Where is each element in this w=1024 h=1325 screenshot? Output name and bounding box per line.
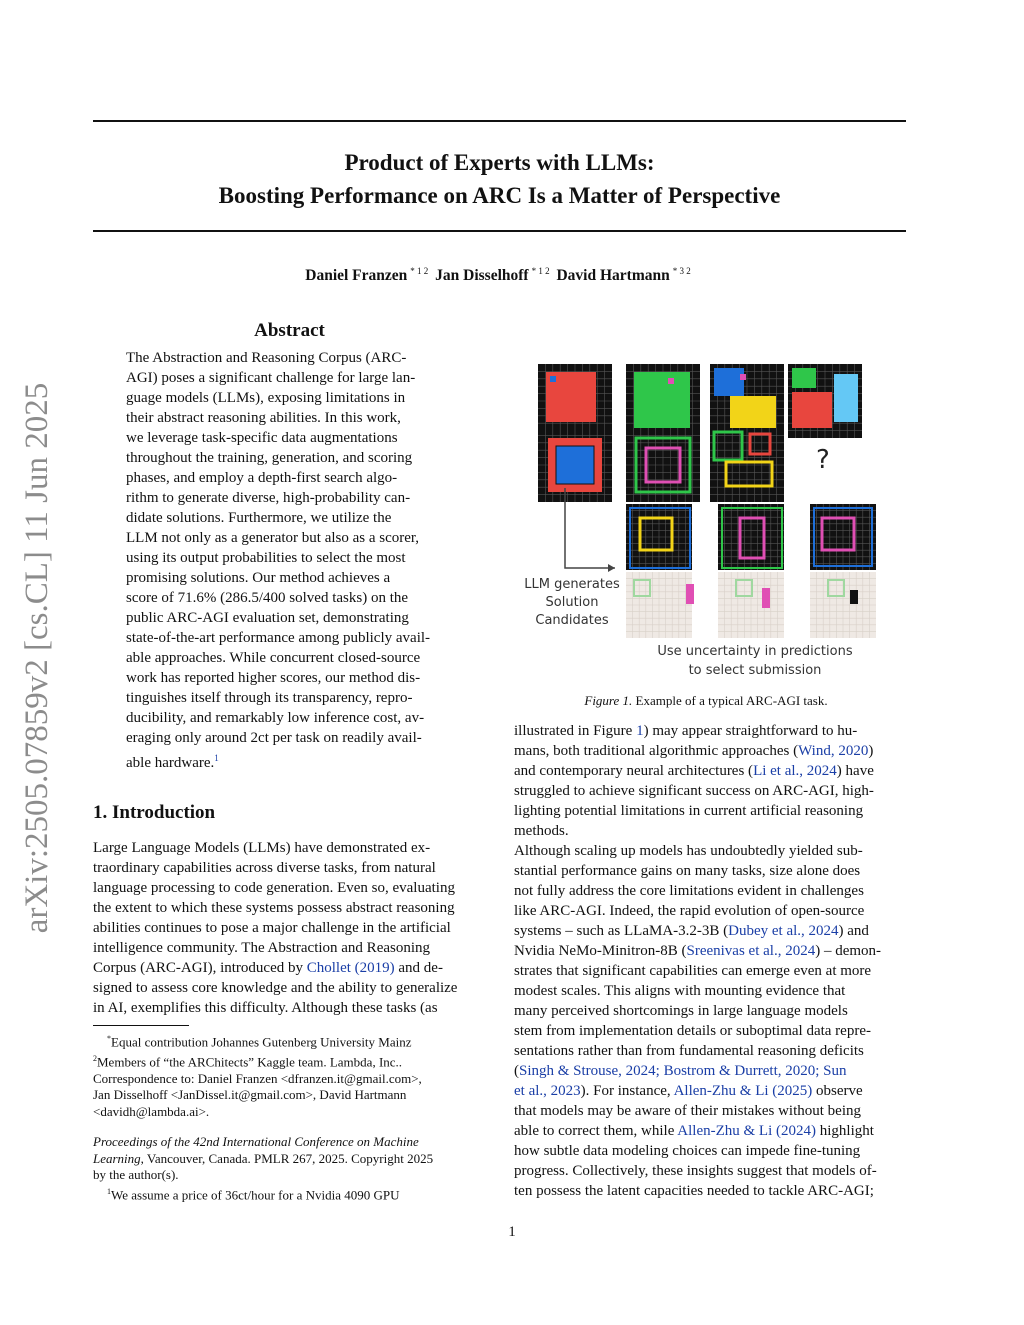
text-line: sentations rather than from fundamental reasoning deficits [514, 1043, 864, 1059]
text-line: many perceived shortcomings in large language models [514, 1003, 848, 1019]
proceedings-line: Proceedings of the 42nd International Conference on Machine [93, 1134, 419, 1150]
text-line: state-of-the-art performance among publicly avail- [126, 630, 431, 646]
proceedings-line: by the author(s). [93, 1167, 179, 1183]
text-line: rithm to generate diverse, high-probability can- [126, 490, 411, 506]
grid-shape [686, 584, 694, 604]
text-line: promising solutions. Our method achieves a [126, 570, 391, 586]
grid-shape [834, 374, 858, 422]
citation-link[interactable]: Sreenivas et al., 2024 [686, 943, 816, 959]
title-line-1: Product of Experts with LLMs: [344, 150, 655, 175]
text-line: throughout the training, generation, and scoring [126, 450, 413, 466]
text-line: score of 71.6% (286.5/400 solved tasks) on the [126, 590, 409, 606]
text-line: mans, both traditional algorithmic approaches (Wind, 2020) [514, 743, 874, 759]
text-line: Nvidia NeMo-Minitron-8B (Sreenivas et al., 2024) – demon- [514, 943, 882, 959]
right-column [514, 721, 906, 1201]
footnote-line: *Equal contribution Johannes Gutenberg University Mainz [107, 1034, 412, 1050]
grid-shape [634, 372, 690, 428]
footnotes [93, 1031, 485, 1203]
footnote-rule [93, 1025, 189, 1026]
arc-task-figure [510, 358, 906, 688]
text-line: modest scales. This aligns with mounting evidence that [514, 983, 846, 999]
title-bottom-rule [93, 230, 906, 232]
grid-shape [792, 392, 832, 428]
text-line: tinguishes itself through its transparency, repro- [126, 690, 413, 706]
text-line: et al., 2023). For instance, Allen-Zhu & Li (2025) observe [514, 1083, 863, 1099]
text-line: LLM not only as a generator but also as a scorer, [126, 530, 420, 546]
author-affil: * 1 2 [531, 266, 550, 276]
figure-label: Use uncertainty in predictions [657, 644, 853, 659]
text-line: The Abstraction and Reasoning Corpus (ARC- [126, 350, 407, 366]
text-line: like ARC-AGI. Indeed, the rapid evolution of open-source [514, 903, 865, 919]
grid-shape [550, 376, 556, 382]
text-line: phases, and employ a depth-first search algo- [126, 470, 398, 486]
author-name: Jan Disselhoff [435, 267, 529, 285]
text-line: eraging only around 2ct per task on readily avail- [126, 730, 422, 746]
text-line: how subtle data modeling choices can impede fine-tuning [514, 1143, 861, 1159]
text-line: progress. Collectively, these insights suggest that models of- [514, 1163, 877, 1179]
text-line: we leverage task-specific data augmentations [126, 430, 398, 446]
author-affil: * 1 2 [410, 266, 429, 276]
page-number: 1 [508, 1224, 516, 1240]
author-name: David Hartmann [556, 267, 670, 285]
grid-shape [762, 588, 770, 608]
text-line: stantial performance gains on many tasks, size alone does [514, 863, 861, 879]
grid-shape [556, 446, 594, 484]
footnote-link[interactable]: 1 [214, 753, 219, 763]
grid-shape [850, 590, 858, 604]
footnote-1: $^1$We assume a price of 36ct/hour for a Nvidia 4090 GPU [107, 1186, 400, 1202]
text-line: the extent to which these systems possess abstract reasoning [93, 900, 455, 916]
text-line: able approaches. While concurrent closed-source [126, 650, 421, 666]
grid-shape [740, 374, 746, 380]
text-line: in AI, exemplifies this difficulty. Although these tasks (as [93, 1000, 438, 1016]
arxiv-stamp: arXiv:2505.07859v2 [cs.CL] 11 Jun 2025 [19, 382, 55, 934]
author-name: Daniel Franzen [305, 267, 408, 285]
text-line: not fully address the core limitations evident in challenges [514, 883, 864, 899]
text-line: abilities continues to pose a major challenge in the artificial [93, 920, 451, 936]
text-line: Corpus (ARC-AGI), introduced by Chollet (2019) and de- [93, 960, 443, 976]
citation-link[interactable]: Allen-Zhu & Li (2025) [673, 1083, 813, 1099]
footnote-line: Jan Disselhoff <JanDissel.it@gmail.com>, David Hartmann [93, 1087, 407, 1103]
citation-link[interactable]: Allen-Zhu & Li (2024) [677, 1123, 817, 1139]
figure-label: Candidates [535, 613, 609, 628]
text-line: illustrated in Figure 1) may appear straightforward to hu- [514, 723, 858, 739]
citation-link[interactable]: Wind, 2020 [798, 743, 869, 759]
title-line-2: Boosting Performance on ARC Is a Matter of Perspective [218, 183, 781, 208]
citation-link[interactable]: Dubey et al., 2024 [728, 923, 839, 939]
text-line: public ARC-AGI evaluation set, demonstrating [126, 610, 409, 626]
footnote-line: Correspondence to: Daniel Franzen <dfranzen.it@gmail.com>, [93, 1070, 422, 1086]
footnote-line: <davidh@lambda.ai>. [93, 1103, 210, 1119]
text-line: work has reported higher scores, our method dis- [126, 670, 421, 686]
grid-shape [792, 368, 816, 388]
title-top-rule [93, 120, 906, 122]
text-line: ducibility, and remarkably low inference cost, av- [126, 710, 425, 726]
figure-label: Solution [545, 595, 599, 610]
grid-shape [668, 378, 674, 384]
text-line: signed to assess core knowledge and the ability to generalize [93, 980, 458, 996]
text-line: AGI) poses a significant challenge for large lan- [126, 370, 416, 386]
text-line: didate solutions. Furthermore, we utilize the [126, 510, 392, 526]
text-line: systems – such as LLaMA-3.2-3B (Dubey et al., 2024) and [514, 923, 869, 939]
text-line: strates that significant capabilities can emerge even at more [514, 963, 872, 979]
paper-title [93, 146, 906, 212]
text-line: stem from implementation details or suboptimal data repre- [514, 1023, 871, 1039]
text-line: lighting potential limitations in current artificial reasoning [514, 803, 864, 819]
text-line: ten possess the latent capacities needed to tackle ARC-AGI; [514, 1183, 874, 1199]
text-line: language processing to code generation. Even so, evaluating [93, 880, 455, 896]
text-line: able to correct them, while Allen-Zhu & Li (2024) highlight [514, 1123, 874, 1139]
proceedings-line: Learning, Vancouver, Canada. PMLR 267, 2025. Copyright 2025 [93, 1150, 434, 1166]
text-line: struggled to achieve significant success on ARC-AGI, high- [514, 783, 874, 799]
author-list [93, 266, 906, 285]
footnote-line: $^2$Members of “the ARChitects” Kaggle team. Lambda, Inc.. [93, 1053, 403, 1070]
grid-shape [730, 396, 776, 428]
citation-link[interactable]: Singh & Strouse, 2024; Bostrom & Durrett, 2020; Sun [519, 1063, 847, 1079]
text-line: traordinary capabilities across diverse tasks, from natural [93, 860, 436, 876]
text-line: Large Language Models (LLMs) have demonstrated ex- [93, 840, 431, 856]
citation-link[interactable]: et al., 2023 [514, 1083, 581, 1099]
abstract-heading: Abstract [254, 320, 325, 341]
intro-heading: 1. Introduction [93, 802, 216, 823]
figure-label: LLM generates [524, 577, 620, 592]
text-line: that models may be aware of their mistakes without being [514, 1103, 861, 1119]
citation-link[interactable]: Chollet (2019) [306, 960, 395, 976]
figure-label: to select submission [688, 663, 822, 678]
intro-paragraph [93, 838, 485, 1018]
text-line: intelligence community. The Abstraction and Reasoning [93, 940, 431, 956]
abstract-body [126, 348, 453, 773]
text-line: (Singh & Strouse, 2024; Bostrom & Durrett, 2020; Sun [514, 1063, 847, 1079]
text-line: their abstract reasoning abilities. In this work, [126, 410, 401, 426]
figure-caption: Figure 1. Example of a typical ARC-AGI task. [584, 693, 828, 708]
arrow-head [608, 564, 615, 572]
text-line: using its output probabilities to select the most [126, 550, 406, 566]
text-line: guage models (LLMs), exposing limitations in [126, 390, 406, 406]
text-line: and contemporary neural architectures (Li et al., 2024) have [514, 763, 874, 779]
author-affil: * 3 2 [672, 266, 691, 276]
text-line: methods. [514, 823, 569, 839]
text-line: Although scaling up models has undoubtedly yielded sub- [514, 843, 863, 859]
abstract-last-line: able hardware.$^1$ [126, 753, 219, 771]
grid-shape [714, 368, 744, 396]
question-mark: ? [816, 445, 830, 475]
citation-link[interactable]: Li et al., 2024 [753, 763, 837, 779]
figure-link[interactable]: 1 [636, 723, 644, 739]
